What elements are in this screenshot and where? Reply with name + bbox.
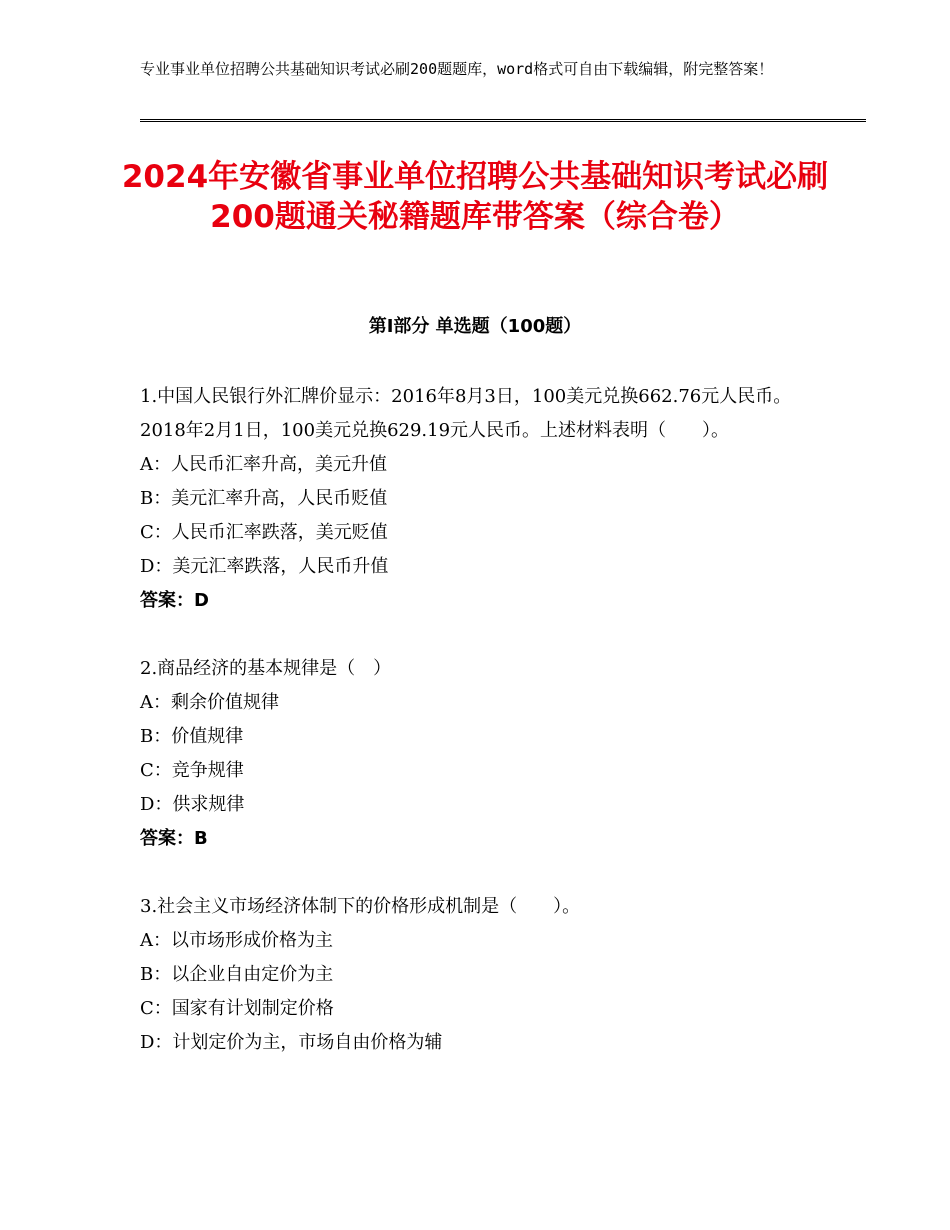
option-d: D：计划定价为主，市场自由价格为辅 bbox=[140, 1032, 443, 1053]
section-title: 第Ⅰ部分 单选题（100题） bbox=[368, 316, 582, 337]
option-b: B：美元汇率升高，人民币贬值 bbox=[140, 488, 388, 509]
option-d: D：美元汇率跌落，人民币升值 bbox=[140, 556, 389, 577]
option-b: B：价值规律 bbox=[140, 726, 244, 747]
question-stem: 2.商品经济的基本规律是（ ） bbox=[140, 658, 392, 679]
question-stem: 1.中国人民银行外汇牌价显示：2016年8月3日，100美元兑换662.76元人民币。2018年2月1日，100美元兑换629.19元人民币。上述材料表明（ ）。 bbox=[140, 386, 792, 441]
option-c: C：竞争规律 bbox=[140, 760, 244, 781]
page-header: 专业事业单位招聘公共基础知识考试必刷200题题库，word格式可自由下载编辑，附完整答案！ bbox=[140, 60, 774, 78]
header-rule bbox=[140, 119, 866, 122]
option-a: A：人民币汇率升高，美元升值 bbox=[140, 454, 387, 475]
option-a: A：以市场形成价格为主 bbox=[140, 930, 333, 951]
option-b: B：以企业自由定价为主 bbox=[140, 964, 334, 985]
question-list bbox=[140, 380, 830, 1094]
document-title: 2024年安徽省事业单位招聘公共基础知识考试必刷200题通关秘籍题库带答案（综合卷） bbox=[121, 159, 829, 235]
option-c: C：国家有计划制定价格 bbox=[140, 998, 334, 1019]
question-3 bbox=[140, 890, 830, 1060]
question-stem: 3.社会主义市场经济体制下的价格形成机制是（ ）。 bbox=[140, 896, 581, 917]
answer: 答案：B bbox=[140, 828, 208, 849]
question-1 bbox=[140, 380, 830, 618]
answer: 答案：D bbox=[140, 590, 209, 611]
option-a: A：剩余价值规律 bbox=[140, 692, 279, 713]
question-2 bbox=[140, 652, 830, 856]
option-c: C：人民币汇率跌落，美元贬值 bbox=[140, 522, 388, 543]
option-d: D：供求规律 bbox=[140, 794, 245, 815]
